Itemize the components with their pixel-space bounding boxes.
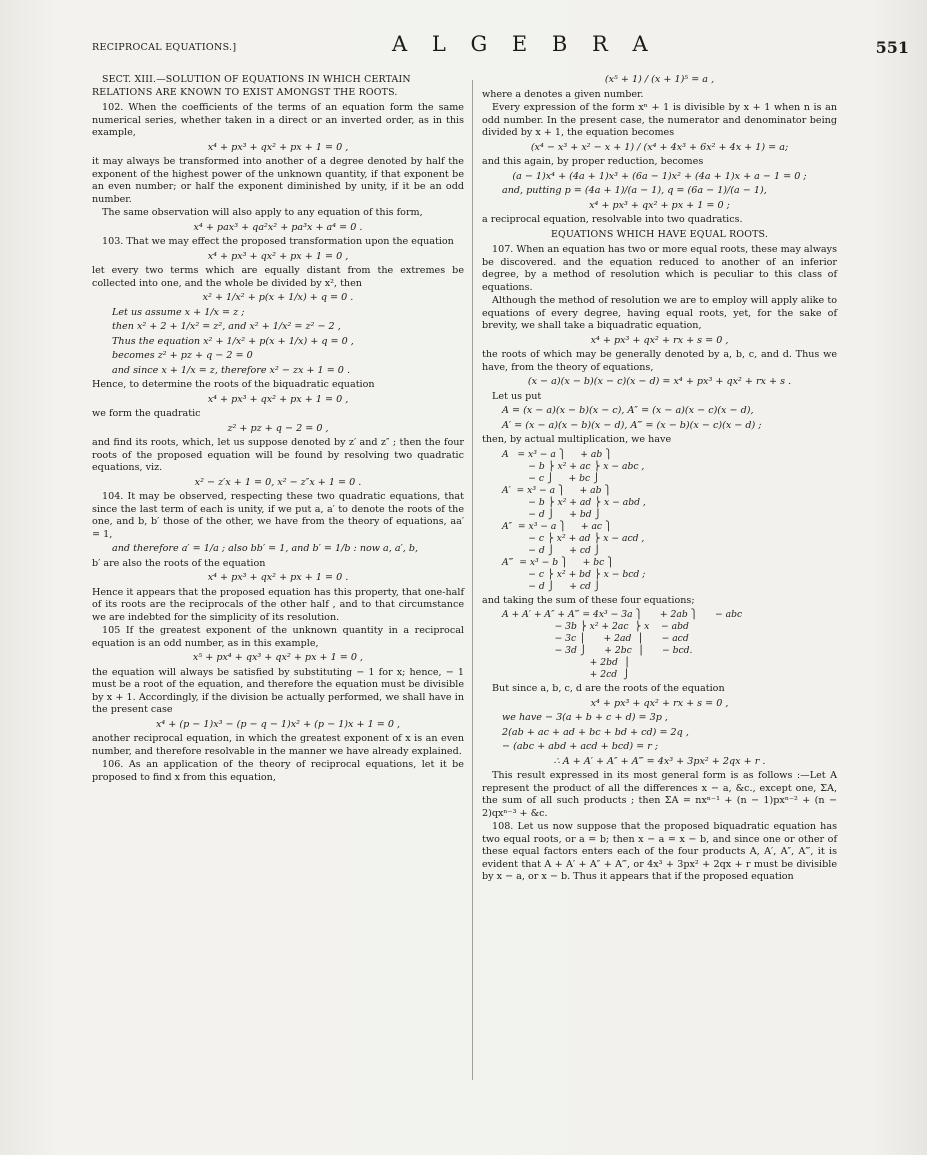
equation-inline: becomes z² + pz + q − 2 = 0 (112, 350, 253, 361)
paragraph: Let us put (492, 390, 542, 402)
column-divider (472, 80, 473, 1080)
equation: x⁴ + px³ + qx² + px + 1 = 0 . (207, 572, 349, 583)
paragraph: Every expression of the form xⁿ + 1 is divisible by x + 1 when n is an odd number. In the present case, the numerator and denominator being divided by x + 1, the equation becomes (482, 102, 837, 138)
equation-inline: and since x + 1/x = z, therefore x² − zx + 1 = 0 . (112, 364, 351, 376)
equation: z² + pz + q − 2 = 0 , (227, 422, 329, 434)
page-number: 551 (875, 38, 909, 57)
paragraph: 108. Let us now suppose that the proposed biquadratic equation has two equal roots, or a = b; then x − a = x − b, and since one or other of these equal factors enters each of the four products A, A′, A″, A‴, it is evident that A + A′ + A″ + A‴, or 4x³ + 3px² + 2qx + r must be divisible by x − a, or x − b. Thus it appears that if the proposed equation (482, 821, 837, 882)
section-heading: SECT. XIII.—SOLUTION OF EQUATIONS IN WHICH CERTAIN RELATIONS ARE KNOWN TO EXIST AMONGST THE ROOTS. (92, 74, 411, 98)
equation-inline: Thus the equation x² + 1/x² + p(x + 1/x) + q = 0 , (112, 335, 354, 347)
paragraph: we form the quadratic (92, 408, 201, 419)
paragraph: 105 If the greatest exponent of the unknown quantity in a reciprocal equation is an odd number, as in this example, (92, 625, 464, 649)
derivation-block: A + A′ + A″ + A‴ = 4x³ − 3a ⎫ + 2ab ⎫ − abc − 3b ⎬ x² + 2ac ⎬ x − abd − 3c ⎪ + 2ad ⎪ − acd − 3d ⎭ + 2bc ⎪ − bcd. + 2bd ⎪ + 2cd ⎭ (502, 609, 743, 680)
paragraph: and this again, by proper reduction, becomes (482, 156, 704, 167)
equation: (x − a)(x − b)(x − c)(x − d) = x⁴ + px³ + qx² + rx + s . (527, 376, 792, 387)
equation-inline: and therefore a′ = 1/a ; also bb′ = 1, and b′ = 1/b : now a, a′, b, (112, 543, 419, 554)
header-book-title: A L G E B R A (392, 32, 657, 56)
equation: (x⁴ − x³ + x² − x + 1) / (x⁴ + 4x³ + 6x² + 4x + 1) = a; (530, 141, 789, 153)
left-column (92, 72, 464, 785)
paragraph: Although the method of resolution we are to employ will apply alike to equations of every degree, having equal roots, yet, for the sake of brevity, we shall take a biquadratic equation, (482, 295, 837, 331)
derivation-block: A = x³ − a ⎫ + ab ⎫ − b ⎬ x² + ac ⎬ x − abc , − c ⎭ + bc ⎭ A′ = x³ − a ⎫ + ab ⎫ − b ⎬ x² + ad ⎬ x − abd , − d ⎭ + bd ⎭ A″ = x³ − a ⎫ + ac ⎫ − c ⎬ x² + ad ⎬ x − acd , − d ⎭ + cd ⎭ A‴ = x³ − b ⎫ + bc ⎫ − c ⎬ x² + bd ⎬ x − bcd ; − d ⎭ + cd ⎭ (502, 448, 646, 592)
paragraph: it may always be transformed into another of a degree denoted by half the exponent of the highest power of the unknown quantity, if that exponent be an even number; or half the exponent diminished by unity, if it be an odd number. (92, 156, 464, 205)
paragraph: 103. That we may effect the proposed transformation upon the equation (102, 236, 454, 247)
paragraph: and find its roots, which, let us suppose denoted by z′ and z″ ; then the four roots of the proposed equation will be found by resolving two quadratic equations, viz. (92, 437, 464, 473)
equation-inline: then x² + 2 + 1/x² = z², and x² + 1/x² = z² − 2 , (112, 321, 341, 332)
equation: x⁴ + (p − 1)x³ − (p − q − 1)x² + (p − 1)x + 1 = 0 , (155, 718, 401, 730)
header-section-title: RECIPROCAL EQUATIONS.] (92, 42, 237, 53)
equation: x⁴ + px³ + qx² + rx + s = 0 , (590, 334, 729, 346)
equation-inline: − (abc + abd + acd + bcd) = r ; (502, 741, 659, 752)
right-column (482, 72, 837, 885)
equation: x⁴ + px³ + qx² + px + 1 = 0 , (207, 141, 349, 153)
equation-inline: A = (x − a)(x − b)(x − c), A″ = (x − a)(x − c)(x − d), (502, 405, 754, 416)
paragraph: 102. When the coefficients of the terms of an equation form the same numerical series, whether taken in a direct or an inverted order, as in this example, (92, 102, 464, 138)
paragraph: let every two terms which are equally distant from the extremes be collected into one, and the whole be divided by x², then (92, 265, 464, 289)
equation: (a − 1)x⁴ + (4a + 1)x³ + (6a − 1)x² + (4a + 1)x + a − 1 = 0 ; (512, 170, 807, 182)
paragraph: another reciprocal equation, in which the greatest exponent of x is an even number, and therefore resolvable in the manner we have already explained. (92, 733, 464, 757)
equation: (x⁵ + 1) / (x + 1)⁵ = a , (604, 74, 715, 85)
paragraph: b′ are also the roots of the equation (92, 557, 266, 569)
equation: x⁴ + px³ + qx² + px + 1 = 0 ; (589, 199, 730, 211)
equation: x⁴ + px³ + qx² + px + 1 = 0 , (207, 250, 349, 262)
paragraph: 106. As an application of the theory of reciprocal equations, let it be proposed to find x from this equation, (92, 759, 464, 783)
equation-inline: and, putting p = (4a + 1)/(a − 1), q = (6a − 1)/(a − 1), (502, 185, 767, 196)
equation-inline: 2(ab + ac + ad + bc + bd + cd) = 2q , (502, 726, 689, 738)
paragraph: 104. It may be observed, respecting these two quadratic equations, that since the last term of each is unity, if we put a, a′ to denote the roots of the one, and b, b′ those of the other, we have from the theory of equations, aa′ = 1, (92, 491, 464, 540)
paragraph: the equation will always be satisfied by substituting − 1 for x; hence, − 1 must be a root of the equation, and therefore the equation must be divisible by x + 1. Accordingly, if the division be actually performed, we shall have in the present case (92, 666, 464, 715)
paragraph: Hence, to determine the roots of the biquadratic equation (92, 379, 375, 390)
paragraph: then, by actual multiplication, we have (482, 434, 672, 445)
equation: ∴ A + A′ + A″ + A‴ = 4x³ + 3px² + 2qx + r . (553, 755, 766, 767)
paragraph: the roots of which may be generally denoted by a, b, c, and d. Thus we have, from the theory of equations, (482, 349, 837, 373)
equation: x⁴ + px³ + qx² + px + 1 = 0 , (207, 393, 349, 405)
equation: x⁴ + px³ + qx² + rx + s = 0 , (590, 697, 729, 709)
equation: x⁵ + px⁴ + qx³ + qx² + px + 1 = 0 , (192, 652, 364, 663)
equation-inline: A′ = (x − a)(x − b)(x − d), A‴ = (x − b)(x − c)(x − d) ; (502, 419, 762, 431)
paragraph: 107. When an equation has two or more equal roots, these may always be discovered. and the equation reduced to another of an inferior degree, by a method of resolution which is peculiar to this class of equations. (482, 244, 837, 293)
equation: x² + 1/x² + p(x + 1/x) + q = 0 . (202, 292, 354, 303)
paragraph: The same observation will also apply to any equation of this form, (102, 207, 423, 218)
paragraph: Hence it appears that the proposed equation has this property, that one-half of its roots are the reciprocals of the other half , and to that circumstance we are indebted for the simplicity of its resolution. (92, 586, 464, 623)
running-header (92, 32, 909, 66)
paragraph: a reciprocal equation, resolvable into two quadratics. (482, 214, 743, 225)
equation: x² − z′x + 1 = 0, x² − z″x + 1 = 0 . (194, 476, 362, 488)
paragraph: This result expressed in its most general form is as follows :—Let A represent the product of all the differences x − a, &c., except one, ΣA, the sum of all such products ; then ΣA = nxⁿ⁻¹ + (n − 1)pxⁿ⁻² + (n − 2)qxⁿ⁻³ + &c. (482, 770, 837, 819)
equation: x⁴ + pax³ + qa²x² + pa³x + a⁴ = 0 . (193, 221, 363, 233)
equation-inline: we have − 3(a + b + c + d) = 3p , (502, 712, 668, 723)
paragraph: where a denotes a given number. (482, 88, 644, 100)
section-heading: EQUATIONS WHICH HAVE EQUAL ROOTS. (550, 228, 769, 240)
paragraph: But since a, b, c, d are the roots of the equation (492, 683, 725, 694)
equation-inline: Let us assume x + 1/x = z ; (112, 306, 245, 318)
paragraph: and taking the sum of these four equations; (482, 594, 695, 606)
